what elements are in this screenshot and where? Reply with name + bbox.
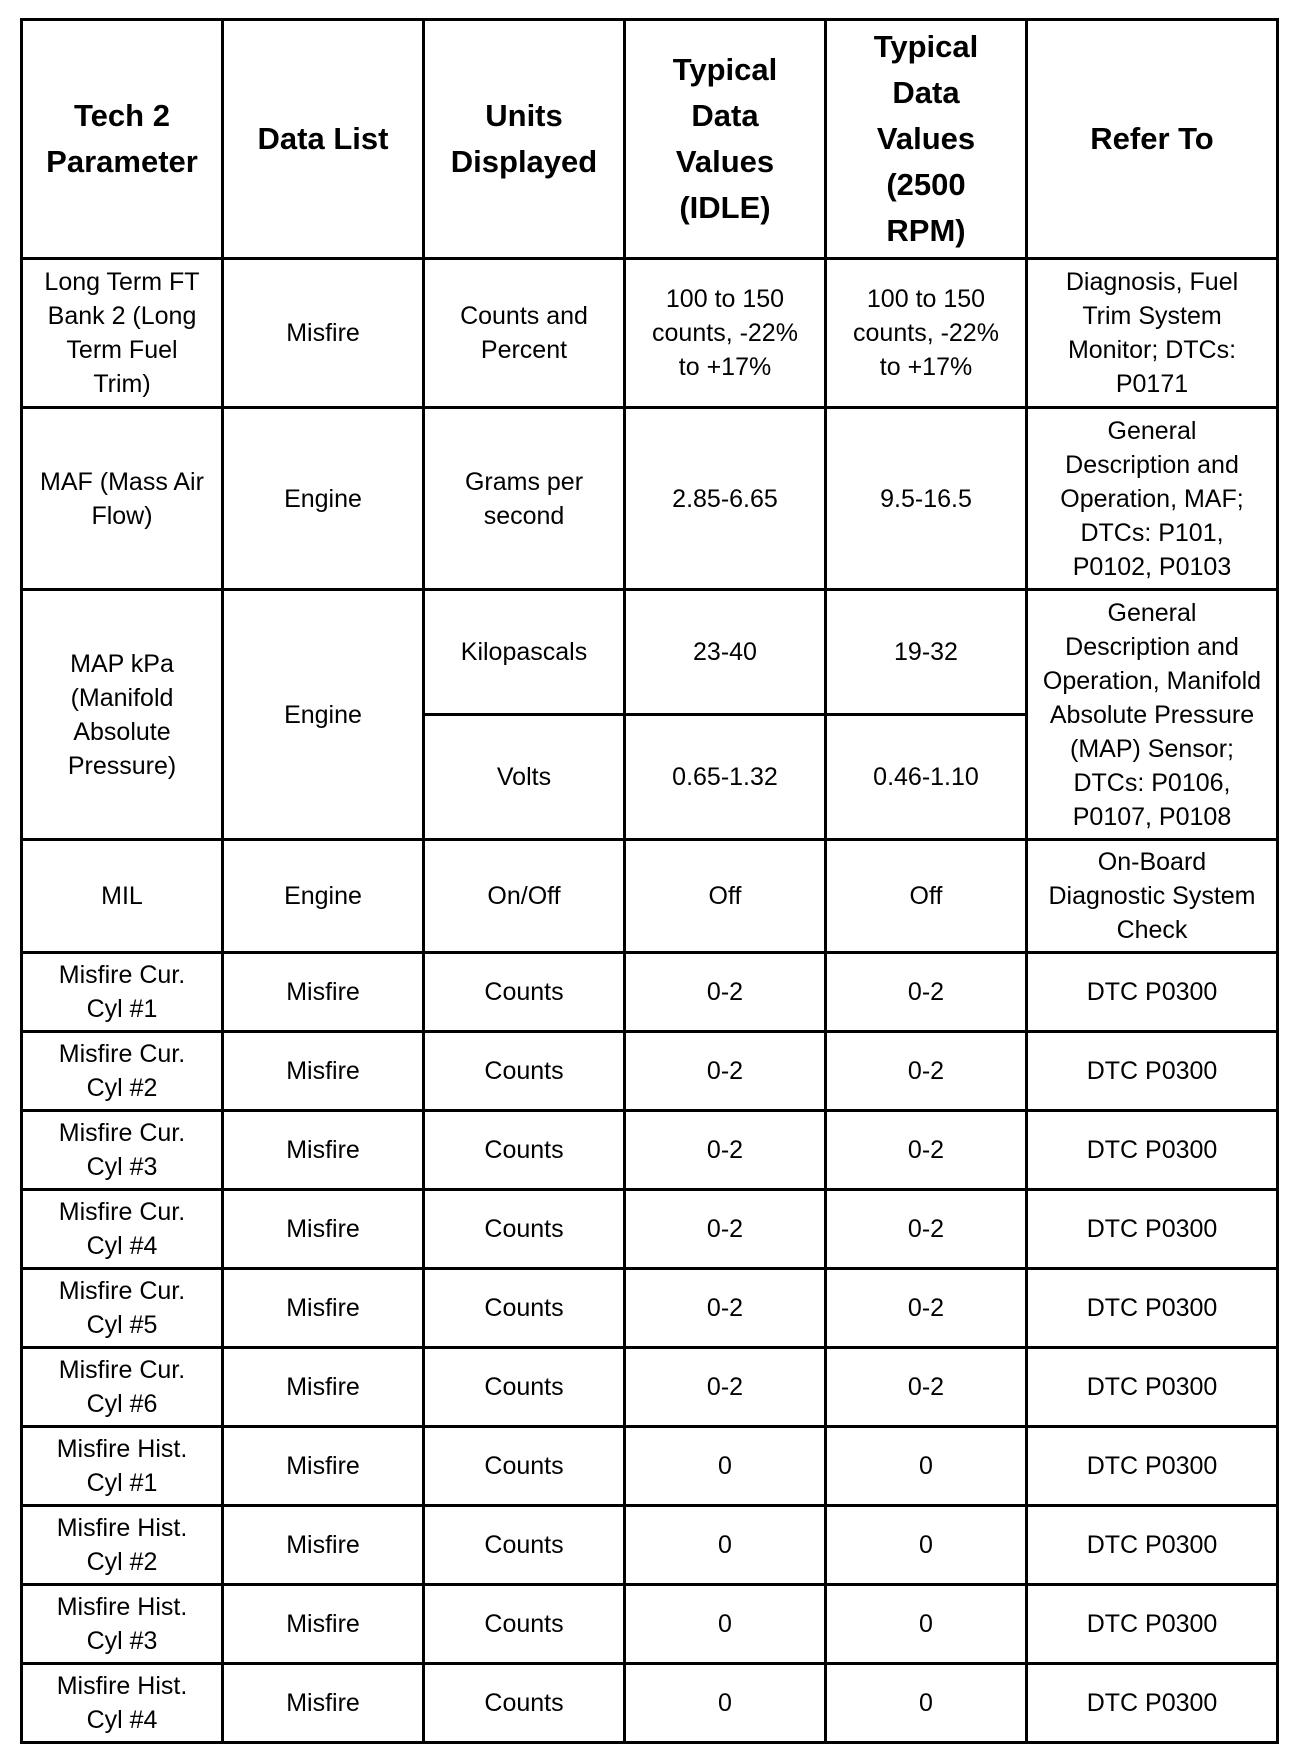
cell-parameter: [22, 1427, 223, 1506]
cell-rpm2500: 9.5-16.5: [826, 408, 1027, 590]
cell-line: Cyl #1: [86, 1469, 158, 1497]
header-line: Values: [675, 144, 775, 179]
cell-line: Operation, Manifold: [1042, 666, 1262, 695]
cell-parameter: [22, 1348, 223, 1427]
cell-refer-to: [1027, 840, 1278, 953]
header-line: Tech 2: [74, 98, 170, 133]
cell-refer-to: DTC P0300: [1027, 953, 1278, 1032]
cell-rpm2500: 0: [826, 1427, 1027, 1506]
cell-idle: 0: [625, 1585, 826, 1664]
cell-idle: 2.85-6.65: [625, 408, 826, 590]
header-line: Typical: [672, 52, 778, 87]
table-row: [22, 1190, 1278, 1269]
cell-refer-to: DTC P0300: [1027, 1427, 1278, 1506]
cell-data-list: Misfire: [223, 1190, 424, 1269]
cell-line: Misfire Hist.: [56, 1593, 188, 1621]
header-line: Data: [691, 98, 759, 133]
header-line: RPM): [886, 213, 966, 248]
cell-idle: 23-40: [625, 590, 826, 715]
cell-line: Monitor; DTCs:: [1067, 336, 1237, 364]
cell-line: Absolute Pressure: [1049, 700, 1255, 729]
cell-refer-to: DTC P0300: [1027, 1664, 1278, 1743]
cell-line: counts, -22%: [853, 319, 999, 347]
cell-parameter: [22, 259, 223, 408]
header-units-displayed: [424, 20, 625, 259]
cell-line: General: [1107, 598, 1197, 627]
cell-idle: 0-2: [625, 953, 826, 1032]
cell-refer-to: [1027, 590, 1278, 840]
cell-line: MAP kPa: [70, 649, 174, 678]
header-tech2-parameter: [22, 20, 223, 259]
table-row-long-term-ft: [22, 259, 1278, 408]
header-line: Units: [485, 98, 563, 133]
cell-data-list: Misfire: [223, 1506, 424, 1585]
header-line: Refer To: [1090, 121, 1214, 156]
table-row: [22, 1032, 1278, 1111]
cell-parameter: [22, 1664, 223, 1743]
cell-line: Cyl #3: [86, 1627, 158, 1655]
table-row: [22, 1506, 1278, 1585]
cell-units: Counts: [424, 1348, 625, 1427]
cell-data-list: Engine: [223, 590, 424, 840]
cell-rpm2500: 0-2: [826, 1111, 1027, 1190]
cell-idle: 0-2: [625, 1111, 826, 1190]
cell-refer-to: [1027, 259, 1278, 408]
cell-units: Counts: [424, 953, 625, 1032]
cell-line: Diagnostic System: [1048, 882, 1256, 910]
cell-parameter: [22, 1269, 223, 1348]
cell-units: Kilopascals: [424, 590, 625, 715]
cell-data-list: Misfire: [223, 953, 424, 1032]
cell-idle: 0: [625, 1506, 826, 1585]
cell-line: Check: [1116, 916, 1188, 944]
table-row: [22, 1585, 1278, 1664]
cell-data-list: Misfire: [223, 1032, 424, 1111]
cell-line: Grams per: [464, 467, 584, 496]
cell-refer-to: DTC P0300: [1027, 1111, 1278, 1190]
cell-idle: 0-2: [625, 1269, 826, 1348]
tech2-parameter-table: [20, 18, 1279, 1744]
cell-data-list: Misfire: [223, 1585, 424, 1664]
cell-refer-to: DTC P0300: [1027, 1506, 1278, 1585]
cell-line: Cyl #3: [86, 1153, 158, 1181]
cell-parameter: MIL: [22, 840, 223, 953]
cell-idle: 0-2: [625, 1032, 826, 1111]
cell-line: to +17%: [879, 353, 973, 381]
cell-idle: 0: [625, 1664, 826, 1743]
cell-line: second: [483, 501, 565, 530]
header-line: Data: [892, 75, 960, 110]
cell-units: [424, 259, 625, 408]
cell-parameter: [22, 1111, 223, 1190]
cell-units: Counts: [424, 1585, 625, 1664]
header-line: Values: [876, 121, 976, 156]
cell-line: General: [1107, 416, 1197, 445]
cell-rpm2500: Off: [826, 840, 1027, 953]
cell-line: Cyl #2: [86, 1548, 158, 1576]
cell-data-list: Misfire: [223, 1269, 424, 1348]
cell-line: (MAP) Sensor;: [1070, 734, 1234, 763]
cell-line: Bank 2 (Long: [47, 302, 197, 330]
cell-line: Misfire Cur.: [58, 1198, 186, 1226]
header-row: [22, 20, 1278, 259]
cell-rpm2500: [826, 259, 1027, 408]
cell-parameter: [22, 590, 223, 840]
header-line: (IDLE): [679, 190, 771, 225]
cell-rpm2500: 0: [826, 1664, 1027, 1743]
cell-refer-to: DTC P0300: [1027, 1348, 1278, 1427]
cell-parameter: [22, 1032, 223, 1111]
cell-units: On/Off: [424, 840, 625, 953]
cell-idle: 0.65-1.32: [625, 715, 826, 840]
cell-parameter: [22, 1190, 223, 1269]
header-line: Parameter: [46, 144, 198, 179]
cell-line: On-Board: [1097, 848, 1207, 876]
cell-line: Diagnosis, Fuel: [1065, 268, 1239, 296]
cell-units: Counts: [424, 1506, 625, 1585]
cell-line: (Manifold: [70, 683, 174, 712]
cell-line: Pressure): [67, 751, 177, 780]
cell-line: DTCs: P101,: [1080, 518, 1224, 547]
cell-parameter: [22, 1585, 223, 1664]
table-row: [22, 953, 1278, 1032]
cell-line: Trim System: [1082, 302, 1222, 330]
cell-idle: 0-2: [625, 1348, 826, 1427]
cell-line: Flow): [91, 501, 153, 530]
table-row: [22, 1111, 1278, 1190]
header-line: (2500: [886, 167, 966, 202]
cell-line: Operation, MAF;: [1060, 484, 1244, 513]
cell-line: P0171: [1115, 370, 1189, 398]
cell-parameter: [22, 408, 223, 590]
cell-line: Misfire Cur.: [58, 1119, 186, 1147]
cell-line: Term Fuel: [66, 336, 178, 364]
cell-line: Cyl #5: [86, 1311, 158, 1339]
cell-rpm2500: 0: [826, 1585, 1027, 1664]
cell-line: Misfire Cur.: [58, 1277, 186, 1305]
cell-data-list: Misfire: [223, 1348, 424, 1427]
cell-line: Absolute: [73, 717, 171, 746]
table-row-maf: [22, 408, 1278, 590]
cell-data-list: Engine: [223, 840, 424, 953]
cell-line: Misfire Hist.: [56, 1514, 188, 1542]
cell-line: Cyl #1: [86, 995, 158, 1023]
header-refer-to: [1027, 20, 1278, 259]
table-row: [22, 1348, 1278, 1427]
cell-line: Long Term FT: [44, 268, 200, 296]
cell-line: Description and: [1065, 632, 1239, 661]
cell-line: Cyl #4: [86, 1706, 158, 1734]
table-row-mil: [22, 840, 1278, 953]
cell-line: Percent: [480, 336, 568, 364]
cell-line: Cyl #2: [86, 1074, 158, 1102]
cell-data-list: Engine: [223, 408, 424, 590]
cell-rpm2500: 0-2: [826, 1348, 1027, 1427]
document-page: [20, 18, 1276, 1744]
cell-units: Counts: [424, 1269, 625, 1348]
cell-line: DTCs: P0106,: [1073, 768, 1231, 797]
cell-idle: 0: [625, 1427, 826, 1506]
table-row: [22, 1427, 1278, 1506]
cell-line: Description and: [1065, 450, 1239, 479]
cell-line: Misfire Cur.: [58, 961, 186, 989]
cell-idle: Off: [625, 840, 826, 953]
cell-rpm2500: 0: [826, 1506, 1027, 1585]
cell-data-list: Misfire: [223, 1111, 424, 1190]
cell-line: Misfire Hist.: [56, 1672, 188, 1700]
table-row-map-kpa: [22, 590, 1278, 715]
cell-idle: 0-2: [625, 1190, 826, 1269]
cell-units: Counts: [424, 1190, 625, 1269]
cell-units: Counts: [424, 1427, 625, 1506]
cell-data-list: Misfire: [223, 1427, 424, 1506]
cell-units: [424, 408, 625, 590]
cell-line: Misfire Cur.: [58, 1040, 186, 1068]
cell-parameter: [22, 1506, 223, 1585]
cell-rpm2500: 0-2: [826, 1269, 1027, 1348]
cell-line: Cyl #4: [86, 1232, 158, 1260]
cell-rpm2500: 0.46-1.10: [826, 715, 1027, 840]
header-line: Typical: [873, 29, 979, 64]
cell-line: Misfire Hist.: [56, 1435, 188, 1463]
cell-line: Misfire Cur.: [58, 1356, 186, 1384]
cell-units: Volts: [424, 715, 625, 840]
table-row: [22, 1664, 1278, 1743]
cell-units: Counts: [424, 1032, 625, 1111]
header-typical-2500rpm: [826, 20, 1027, 259]
cell-refer-to: DTC P0300: [1027, 1269, 1278, 1348]
header-typical-idle: [625, 20, 826, 259]
cell-line: MAF (Mass Air: [40, 467, 204, 496]
cell-line: P0107, P0108: [1072, 802, 1232, 831]
cell-rpm2500: 0-2: [826, 1190, 1027, 1269]
cell-line: to +17%: [678, 353, 772, 381]
cell-line: Cyl #6: [86, 1390, 158, 1418]
cell-refer-to: DTC P0300: [1027, 1032, 1278, 1111]
cell-line: 100 to 150: [665, 285, 785, 313]
cell-line: 100 to 150: [866, 285, 986, 313]
cell-units: Counts: [424, 1664, 625, 1743]
header-data-list: [223, 20, 424, 259]
cell-rpm2500: 0-2: [826, 1032, 1027, 1111]
cell-data-list: Misfire: [223, 1664, 424, 1743]
cell-line: Counts and: [460, 302, 588, 330]
cell-refer-to: DTC P0300: [1027, 1585, 1278, 1664]
header-line: Displayed: [450, 144, 598, 179]
cell-refer-to: DTC P0300: [1027, 1190, 1278, 1269]
cell-line: counts, -22%: [652, 319, 798, 347]
cell-line: P0102, P0103: [1072, 552, 1232, 581]
cell-data-list: Misfire: [223, 259, 424, 408]
cell-units: Counts: [424, 1111, 625, 1190]
cell-line: Trim): [93, 370, 151, 398]
cell-refer-to: [1027, 408, 1278, 590]
table-row: [22, 1269, 1278, 1348]
cell-idle: [625, 259, 826, 408]
header-line: Data List: [257, 121, 389, 156]
cell-parameter: [22, 953, 223, 1032]
cell-rpm2500: 19-32: [826, 590, 1027, 715]
cell-rpm2500: 0-2: [826, 953, 1027, 1032]
